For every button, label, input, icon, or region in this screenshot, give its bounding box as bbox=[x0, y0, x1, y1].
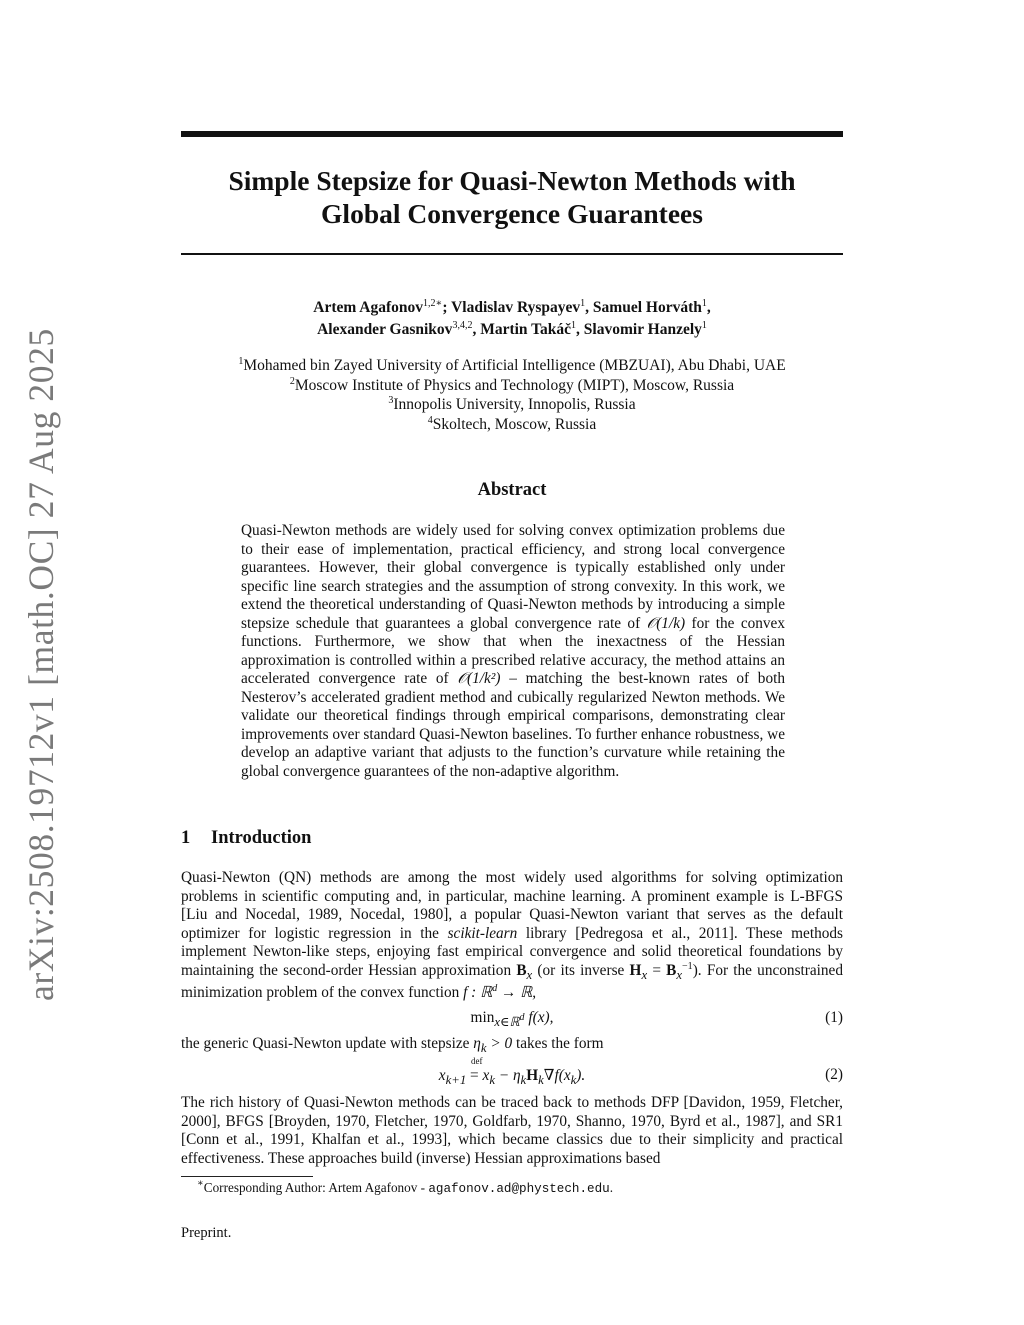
author-list: Artem Agafonov$^{1,2∗}$; Vladislav Ryspayev$^1$, Samuel Horváth$^1$, Alexander Gasnikov$^{3,4,2}$, Martin Takáč$^1$, Slavomir Hanzely$^1$ bbox=[313, 298, 711, 338]
rate-1: 𝒪(1/k) bbox=[646, 614, 686, 632]
preprint-label: Preprint. bbox=[181, 1225, 232, 1241]
title-top-rule bbox=[181, 131, 843, 137]
footnote: ∗Corresponding Author: Artem Agafonov - agafonov.ad@phystech.edu. bbox=[197, 1178, 614, 1196]
history-paragraph: The rich history of Quasi-Newton methods can be traced back to methods DFP [Davidon, 1959, Fletcher, 2000], BFGS [Broyden, 1970, Fletcher, 1970, Goldfarb, 1970, Shanno, 1970, Byrd et al., 1987], and SR1 [Conn et al., 1991, Khalfan et al., 1993], which became classics due to their simplicity and practical effectiveness. These approaches build (inverse) Hessian approximations based bbox=[181, 1094, 843, 1167]
author-4-affil: 3,4,2 bbox=[452, 320, 473, 331]
function-map: f : ℝ$^d$ → ℝ, bbox=[463, 983, 537, 1002]
affiliation-item: $^1$Mohamed bin Zayed University of Artificial Intelligence (MBZUAI), Abu Dhabi, UAE bbox=[238, 356, 786, 374]
affiliation-item: $^3$Innopolis University, Innopolis, Russia bbox=[388, 395, 636, 413]
author-2-affil: 1 bbox=[580, 298, 586, 309]
author-2: Vladislav Ryspayev bbox=[451, 299, 581, 316]
arxiv-stamp: arXiv:2508.19712v1 [math.OC] 27 Aug 2025 bbox=[21, 328, 61, 1002]
title-line-2: Global Convergence Guarantees bbox=[321, 198, 703, 229]
author-5-affil: 1 bbox=[571, 320, 577, 331]
section-heading: 1 Introduction bbox=[181, 828, 312, 848]
author-3: Samuel Horváth bbox=[592, 299, 702, 316]
update-sentence: the generic Quasi-Newton update with stepsize $\eta_k > 0$ takes the form bbox=[181, 1035, 604, 1056]
author-3-affil: 1 bbox=[701, 298, 707, 309]
equation-2-number: (2) bbox=[825, 1066, 843, 1083]
affiliation-list bbox=[181, 356, 843, 434]
author-4: Alexander Gasnikov bbox=[317, 321, 453, 338]
rate-2: 𝒪(1/k²) bbox=[457, 670, 501, 687]
title-line-1: Simple Stepsize for Quasi-Newton Methods with bbox=[228, 165, 796, 196]
intro-paragraph: Quasi-Newton (QN) methods are among the most widely used algorithms for solving optimization problems in scientific computing and, in particular, machine learning. A prominent example is L-BFGS [Liu and Nocedal, 1989, Nocedal, 1980], a popular Quasi-Newton variant that serves as the default optimizer for logistic regression in the scikit-learn library [Pedregosa et al., 2011]. These methods implement Newton-like steps, enjoying fast empirical convergence and solid theoretical foundations by maintaining the second-order Hessian approximation $B_x$ (or its inverse $H_x = B_x^{-1}$). For the unconstrained minimization problem of the convex function f : ℝ$^d$ → ℝ, bbox=[181, 869, 843, 1002]
author-6-affil: 1 bbox=[701, 320, 707, 331]
equation-1-number: (1) bbox=[825, 1009, 843, 1026]
paper-title bbox=[181, 164, 843, 230]
affiliation-item: $^2$Moscow Institute of Physics and Technology (MIPT), Moscow, Russia bbox=[289, 375, 735, 394]
affiliation-item: $^4$Skoltech, Moscow, Russia bbox=[427, 414, 597, 433]
author-1-affil: 1,2∗ bbox=[423, 298, 443, 309]
author-email-link[interactable]: agafonov.ad@phystech.edu bbox=[428, 1182, 610, 1196]
author-1: Artem Agafonov bbox=[313, 299, 424, 316]
author-6: Slavomir Hanzely bbox=[583, 321, 702, 338]
footnote-rule bbox=[181, 1176, 313, 1177]
scikit-learn-ref: scikit-learn bbox=[447, 924, 518, 942]
title-bottom-rule bbox=[181, 253, 843, 255]
abstract-heading: Abstract bbox=[477, 480, 547, 500]
author-5: Martin Takáč bbox=[480, 321, 572, 338]
abstract-body: Quasi-Newton methods are widely used for solving convex optimization problems due to their ease of implementation, practical efficiency, and strong local convergence guarantees. However, their global convergence is typically established only under specific line search strategies and the assumption of strong convexity. In this work, we extend the theoretical understanding of Quasi-Newton methods by introducing a simple stepsize schedule that guarantees a global convergence rate of 𝒪(1/k) for the convex functions. Furthermore, we show that when the inexactness of the Hessian approximation is controlled within a prescribed relative accuracy, the method attains an accelerated convergence rate of 𝒪(1/k²) – matching the best-known rates of both Nesterov’s accelerated gradient method and cubically regularized Newton methods. We validate our theoretical findings through empirical comparisons, demonstrating clear improvements over standard Quasi-Newton baselines. To further enhance robustness, we develop an adaptive variant that adjusts to the function’s curvature while retaining the global convergence guarantees of the non-adaptive algorithm. bbox=[241, 522, 785, 780]
